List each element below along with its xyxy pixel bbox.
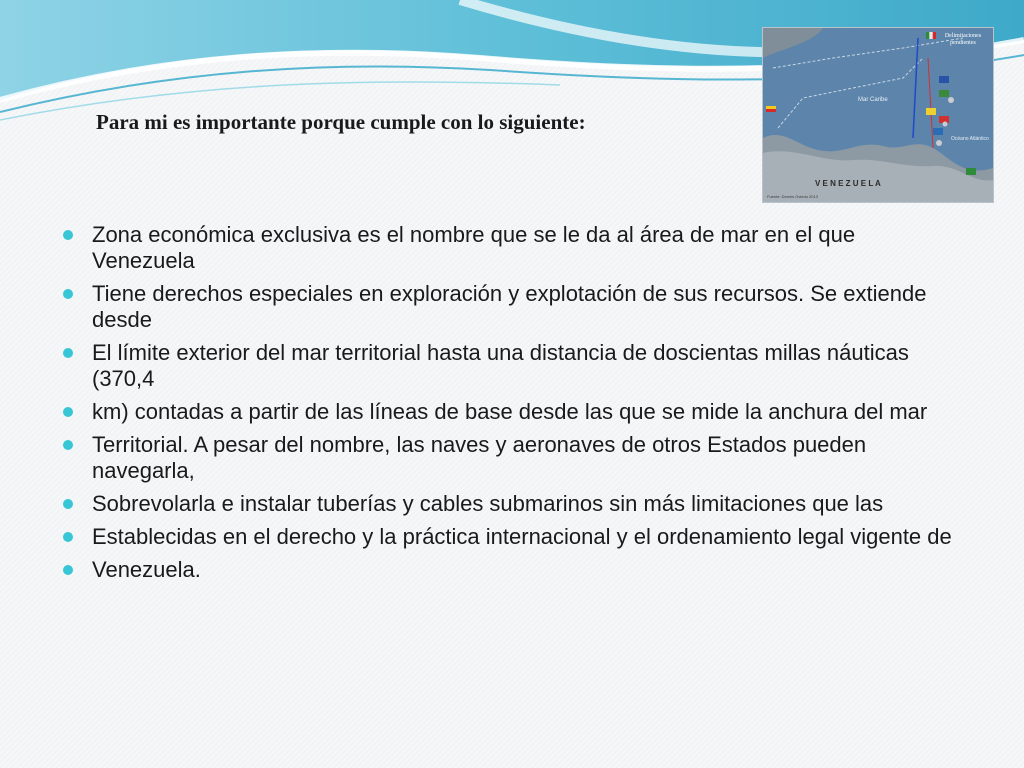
bullet-text: Territorial. A pesar del nombre, las naves y aeronaves de otros Estados pueden navegarla,: [92, 432, 867, 483]
map-sea-label: Mar Caribe: [858, 97, 888, 103]
map-country-label: V E N E Z U E L A: [815, 179, 881, 188]
map-image: [762, 27, 994, 203]
bullet-text: Tiene derechos especiales en exploración y explotación de sus recursos. Se extiende desde: [92, 281, 927, 332]
bullet-dot-icon: [63, 289, 73, 299]
bullet-dot-icon: [63, 499, 73, 509]
map-credit: Fuente: Dennis Oviedo 2013: [767, 194, 818, 199]
bullet-dot-icon: [63, 407, 73, 417]
bullet-text: Venezuela.: [92, 557, 201, 582]
bullet-text: Zona económica exclusiva es el nombre que se le da al área de mar en el que Venezuela: [92, 222, 856, 273]
bullet-item: [62, 281, 962, 333]
bullet-dot-icon: [63, 440, 73, 450]
bullet-item: [62, 524, 962, 550]
map-legend-line2: pendientes: [950, 40, 976, 46]
bullet-dot-icon: [63, 230, 73, 240]
bullet-item: [62, 432, 962, 484]
bullet-dot-icon: [63, 348, 73, 358]
bullet-item: [62, 399, 962, 425]
map-legend-line1: Delimitaciones: [944, 33, 982, 39]
bullet-list: [62, 222, 962, 590]
slide-heading: Para mi es importante porque cumple con lo siguiente:: [96, 110, 586, 134]
bullet-dot-icon: [63, 532, 73, 542]
bullet-dot-icon: [63, 565, 73, 575]
bullet-item: [62, 222, 962, 274]
map-ocean-label: Océano Atlántico: [951, 136, 989, 142]
bullet-text: El límite exterior del mar territorial hasta una distancia de doscientas millas náuticas (370,4: [92, 340, 909, 391]
bullet-text: Establecidas en el derecho y la práctica internacional y el ordenamiento legal vigente de: [92, 524, 952, 549]
bullet-text: Sobrevolarla e instalar tuberías y cables submarinos sin más limitaciones que las: [92, 491, 884, 516]
bullet-item: [62, 491, 962, 517]
bullet-text: km) contadas a partir de las líneas de base desde las que se mide la anchura del mar: [92, 399, 928, 424]
bullet-item: [62, 340, 962, 392]
bullet-item: [62, 557, 962, 583]
